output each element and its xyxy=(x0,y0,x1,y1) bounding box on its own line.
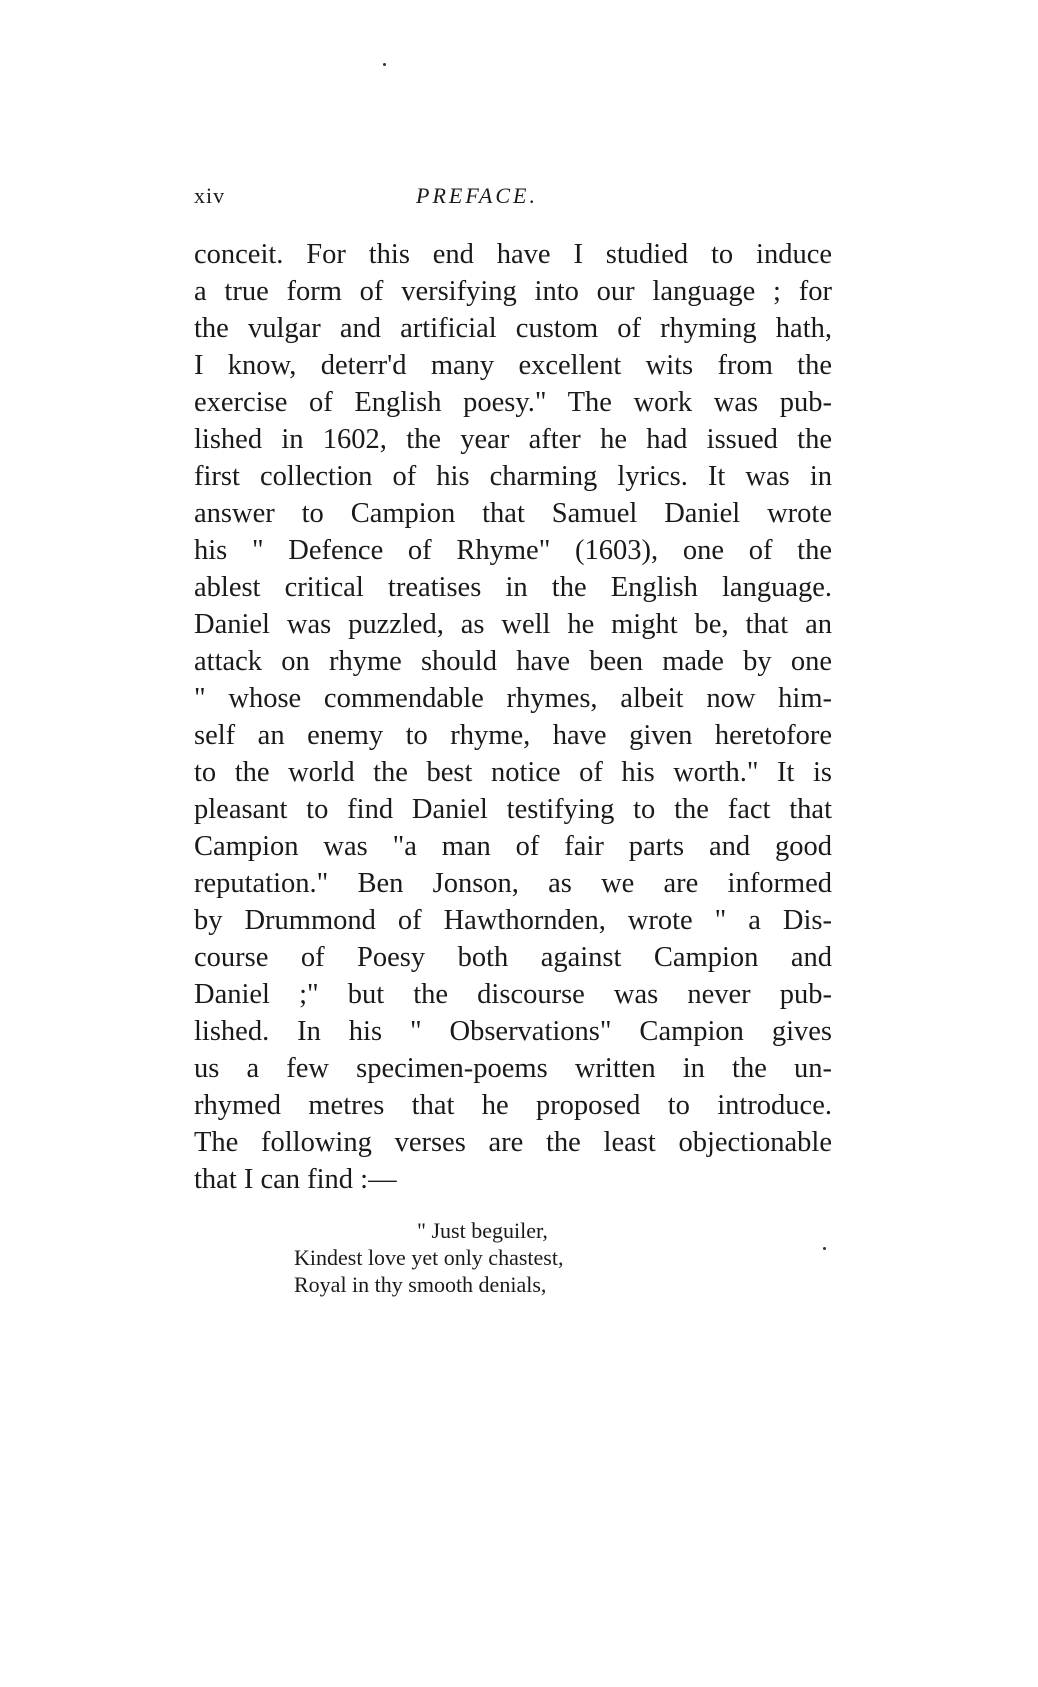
verse-line: Royal in thy smooth denials, xyxy=(294,1272,547,1297)
verse-line: " Just beguiler, xyxy=(417,1218,548,1243)
text-line: first collection of his charming lyrics. It was in xyxy=(194,461,832,492)
print-speck xyxy=(823,1247,826,1250)
text-line: attack on rhyme should have been made by one xyxy=(194,646,832,677)
text-line: us a few specimen-poems written in the un- xyxy=(194,1053,832,1084)
text-line: to the world the best notice of his worth." It is xyxy=(194,757,832,788)
text-line: pleasant to find Daniel testifying to the fact that xyxy=(194,794,832,825)
text-line: that I can find :— xyxy=(194,1164,397,1195)
print-speck xyxy=(383,63,386,66)
text-line: course of Poesy both against Campion and xyxy=(194,942,832,973)
text-line: Daniel was puzzled, as well he might be, that an xyxy=(194,609,832,640)
text-line: exercise of English poesy." The work was pub- xyxy=(194,387,832,418)
page-number: xiv xyxy=(194,183,226,208)
text-line: " whose commendable rhymes, albeit now him- xyxy=(194,683,832,714)
verse-line: Kindest love yet only chastest, xyxy=(294,1245,564,1270)
text-line: self an enemy to rhyme, have given heretofore xyxy=(194,720,832,751)
text-line: reputation." Ben Jonson, as we are informed xyxy=(194,868,832,899)
text-line: the vulgar and artificial custom of rhyming hath, xyxy=(194,313,832,344)
text-line: answer to Campion that Samuel Daniel wrote xyxy=(194,498,832,529)
running-title: PREFACE. xyxy=(416,183,538,208)
text-line: rhymed metres that he proposed to introduce. xyxy=(194,1090,832,1121)
text-line: his " Defence of Rhyme" (1603), one of the xyxy=(194,535,832,566)
text-line: ablest critical treatises in the English language. xyxy=(194,572,832,603)
text-line: lished. In his " Observations" Campion gives xyxy=(194,1016,832,1047)
text-line: I know, deterr'd many excellent wits from the xyxy=(194,350,832,381)
running-head xyxy=(194,183,834,213)
text-line: by Drummond of Hawthornden, wrote " a Dis- xyxy=(194,905,832,936)
text-line: a true form of versifying into our language ; for xyxy=(194,276,832,307)
text-line: Campion was "a man of fair parts and good xyxy=(194,831,832,862)
verse-quotation xyxy=(294,1217,563,1298)
text-line: Daniel ;" but the discourse was never pub- xyxy=(194,979,832,1010)
text-line: lished in 1602, the year after he had issued the xyxy=(194,424,832,455)
text-line: conceit. For this end have I studied to induce xyxy=(194,239,832,270)
text-line: The following verses are the least objectionable xyxy=(194,1127,832,1158)
body-text xyxy=(194,236,832,1198)
